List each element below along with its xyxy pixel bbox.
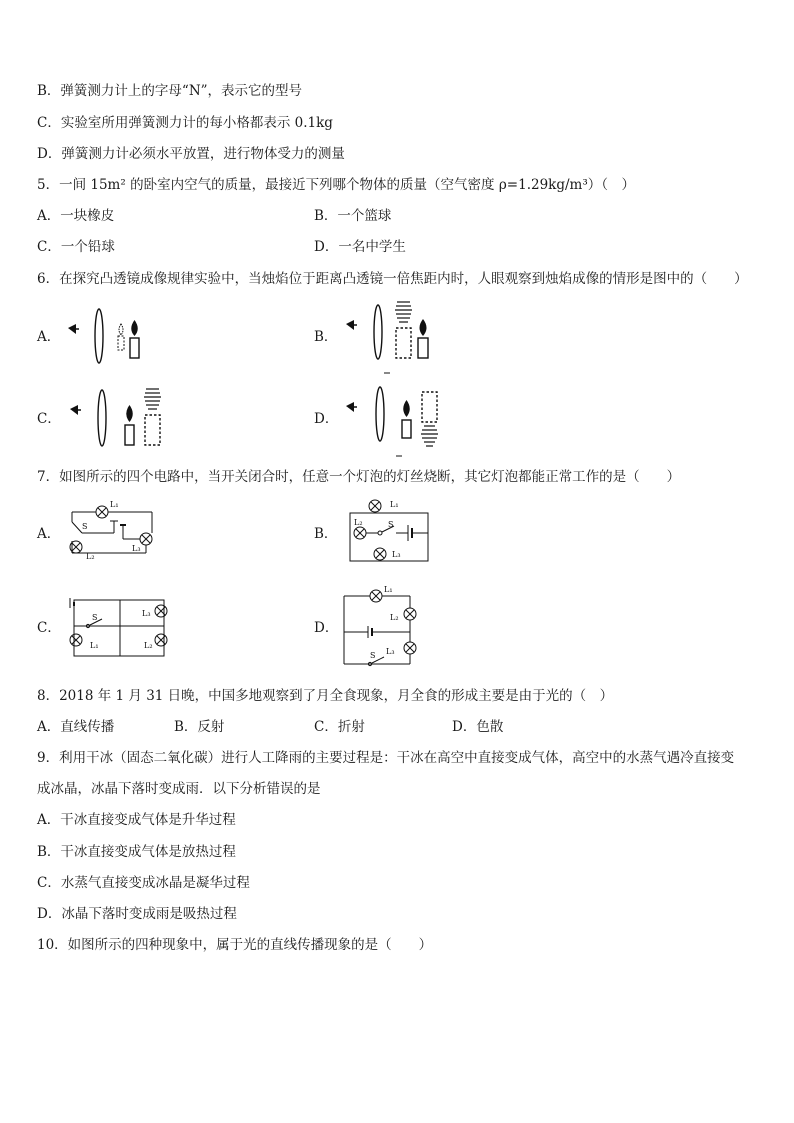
label-l3: L₃ [132, 544, 141, 553]
q8-stem: 8．2018 年 1 月 31 日晚，中国多地观察到了月全食现象，月全食的形成主要是由于光的（ ） [37, 688, 614, 704]
q8-option-a: A．直线传播 [37, 719, 115, 735]
q8-option-b: B．反射 [174, 719, 225, 735]
virtual-image-large-candle [144, 389, 161, 445]
label-l2: L₂ [144, 641, 153, 650]
label-l2: L₂ [390, 613, 399, 622]
candle-object [125, 405, 134, 445]
q5-option-a: A．一块橡皮 [37, 208, 115, 224]
label-s: S [92, 613, 98, 622]
q9-option-a: A．干冰直接变成气体是升华过程 [37, 812, 236, 828]
q6-figure-d [342, 380, 446, 458]
candle-object [130, 320, 139, 358]
q10-stem: 10．如图所示的四种现象中，属于光的直线传播现象的是（ ） [37, 937, 433, 953]
q9-option-b: B．干冰直接变成气体是放热过程 [37, 844, 236, 860]
label-l1: L₁ [384, 585, 393, 594]
q4-option-b: B．弹簧测力计上的字母“N”，表示它的型号 [37, 83, 303, 99]
eye-icon [346, 402, 357, 412]
q6-figure-a [66, 300, 156, 370]
eye-icon [70, 405, 81, 415]
q7-circuit-a [64, 497, 159, 569]
q6-figure-c [66, 385, 166, 453]
q5-stem: 5．一间 15m² 的卧室内空气的质量，最接近下列哪个物体的质量（空气密度 ρ=1.29kg/m³）（ ） [37, 177, 635, 193]
label-s: S [370, 651, 376, 660]
q5-option-d: D．一名中学生 [314, 239, 406, 255]
label-l1: L₁ [390, 500, 399, 509]
q9-option-d: D．冰晶下落时变成雨是吸热过程 [37, 906, 237, 922]
q8-option-d: D．色散 [452, 719, 504, 735]
eye-icon [346, 320, 357, 330]
q9-option-c: C．水蒸气直接变成冰晶是凝华过程 [37, 875, 250, 891]
label-l2: L₂ [86, 552, 95, 561]
virtual-image-large-candle [395, 302, 412, 358]
q7-option-b: B． [314, 526, 338, 542]
q6-figure-b [342, 298, 442, 376]
q5-option-c: C．一个铅球 [37, 239, 115, 255]
q8-option-c: C．折射 [314, 719, 365, 735]
label-l1: L₁ [110, 500, 119, 509]
label-l1: L₁ [90, 641, 99, 650]
candle-object [418, 319, 428, 358]
label-l3: L₃ [392, 550, 401, 559]
q6-option-c: C． [37, 411, 61, 427]
q6-option-a: A． [37, 329, 61, 345]
inverted-image-candle [421, 392, 438, 446]
switch-s [72, 522, 82, 533]
convex-lens [95, 309, 103, 363]
q4-option-d: D．弹簧测力计必须水平放置，进行物体受力的测量 [37, 146, 345, 162]
q7-option-c: C． [37, 620, 61, 636]
q7-option-d: D． [314, 620, 339, 636]
convex-lens [376, 387, 384, 441]
q7-option-a: A． [37, 526, 61, 542]
q7-circuit-b [342, 497, 437, 569]
q6-option-d: D． [314, 411, 339, 427]
q7-circuit-c [64, 592, 174, 667]
q6-option-b: B． [314, 329, 338, 345]
label-l2: L₂ [354, 518, 363, 527]
q6-stem: 6．在探究凸透镜成像规律实验中，当烛焰位于距离凸透镜一倍焦距内时，人眼观察到烛焰成像的情形是图中的（ ） [37, 271, 748, 287]
q7-circuit-d [340, 584, 435, 669]
q4-option-c: C．实验室所用弹簧测力计的每小格都表示 0.1kg [37, 115, 333, 131]
label-l3: L₃ [142, 609, 151, 618]
convex-lens [374, 305, 382, 359]
q9-stem-line2: 成冰晶，冰晶下落时变成雨．以下分析错误的是 [37, 781, 321, 797]
q7-stem: 7．如图所示的四个电路中，当开关闭合时，任意一个灯泡的灯丝烧断，其它灯泡都能正常工作的是（ ） [37, 469, 681, 485]
convex-lens [98, 390, 106, 446]
q5-option-b: B．一个篮球 [314, 208, 392, 224]
label-s: S [82, 522, 88, 531]
candle-object [402, 400, 411, 438]
virtual-image-small-candle [118, 324, 124, 350]
label-l3: L₃ [386, 647, 395, 656]
eye-icon [68, 324, 79, 334]
q9-stem-line1: 9．利用干冰（固态二氧化碳）进行人工降雨的主要过程是：干冰在高空中直接变成气体，高空中的水蒸气遇冷直接变 [37, 750, 735, 766]
label-s: S [388, 520, 394, 529]
